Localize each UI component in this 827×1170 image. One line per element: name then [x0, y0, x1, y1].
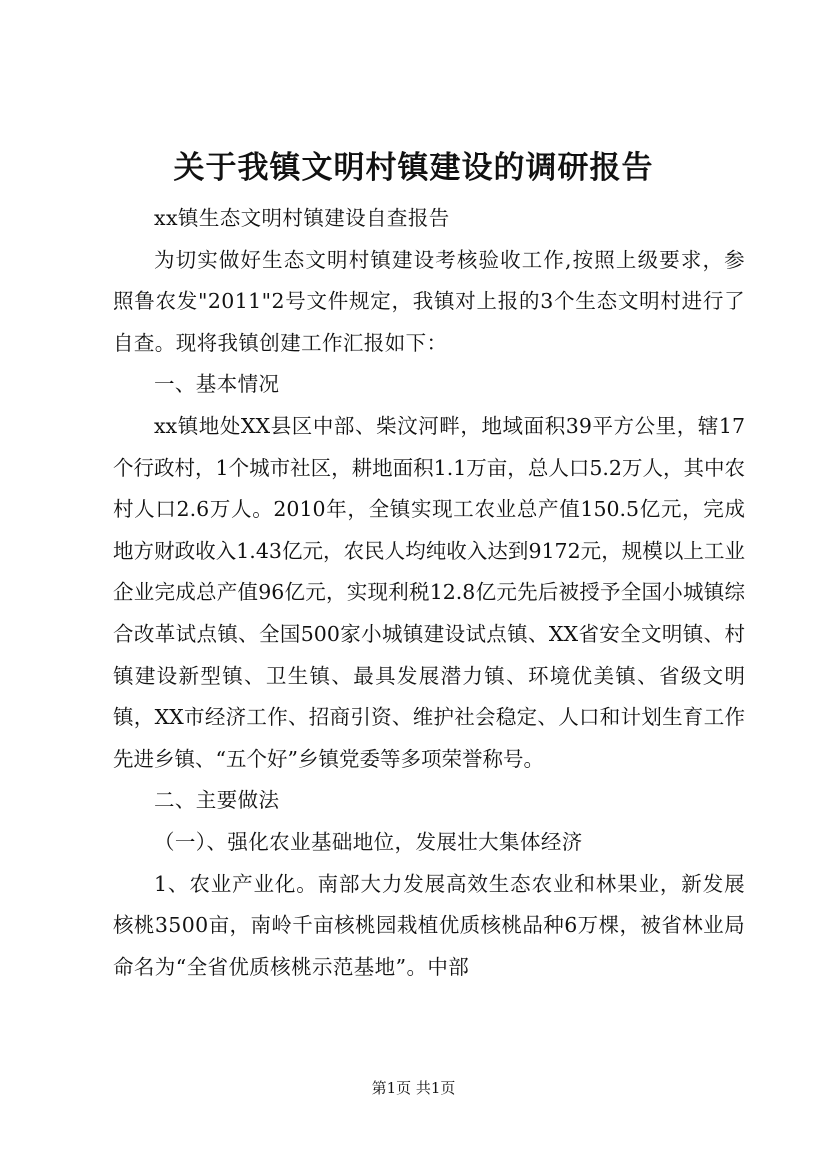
paragraph-intro: 为切实做好生态文明村镇建设考核验收工作,按照上级要求，参照鲁农发"2011"2号文件规定，我镇对上报的3个生态文明村进行了自查。现将我镇创建工作汇报如下： — [113, 247, 745, 355]
paragraph-basic-situation: xx镇地处XX县区中部、柴汶河畔，地域面积39平方公里，辖17个行政村，1个城市社区，耕地面积1.1万亩，总人口5.2万人，其中农村人口2.6万人。2010年，全镇实现工农业总产值150.5亿元，完成地方财政收入1.43亿元，农民人均纯收入达到9172元，规模以上工业企业完成总产值96亿元，实现利税12.8亿元先后被授予全国小城镇综合改革试点镇、全国500家小城镇建设试点镇、XX省安全文明镇、村镇建设新型镇、卫生镇、最具发展潜力镇、环境优美镇、省级文明镇，XX市经济工作、招商引资、维护社会稳定、人口和计划生育工作先进乡镇、“五个好”乡镇党委等多项荣誉称号。 — [113, 413, 745, 771]
document-title: 关于我镇文明村镇建设的调研报告 — [173, 150, 654, 186]
paragraph-subtitle: xx镇生态文明村镇建设自查报告 — [154, 206, 450, 230]
paragraph-agriculture-industrialization: 1、农业产业化。南部大力发展高效生态农业和林果业，新发展核桃3500亩，南岭千亩核桃园栽植优质核桃品种6万棵，被省林业局命名为“全省优质核桃示范基地”。中部 — [113, 871, 745, 979]
document-body — [113, 198, 745, 988]
section-heading-basic-situation: 一、基本情况 — [154, 372, 280, 397]
section-heading-main-practices: 二、主要做法 — [154, 788, 280, 813]
page-footer: 第1页 共1页 — [371, 1079, 456, 1097]
subsection-heading-agriculture: （一）、强化农业基础地位，发展壮大集体经济 — [154, 829, 583, 854]
